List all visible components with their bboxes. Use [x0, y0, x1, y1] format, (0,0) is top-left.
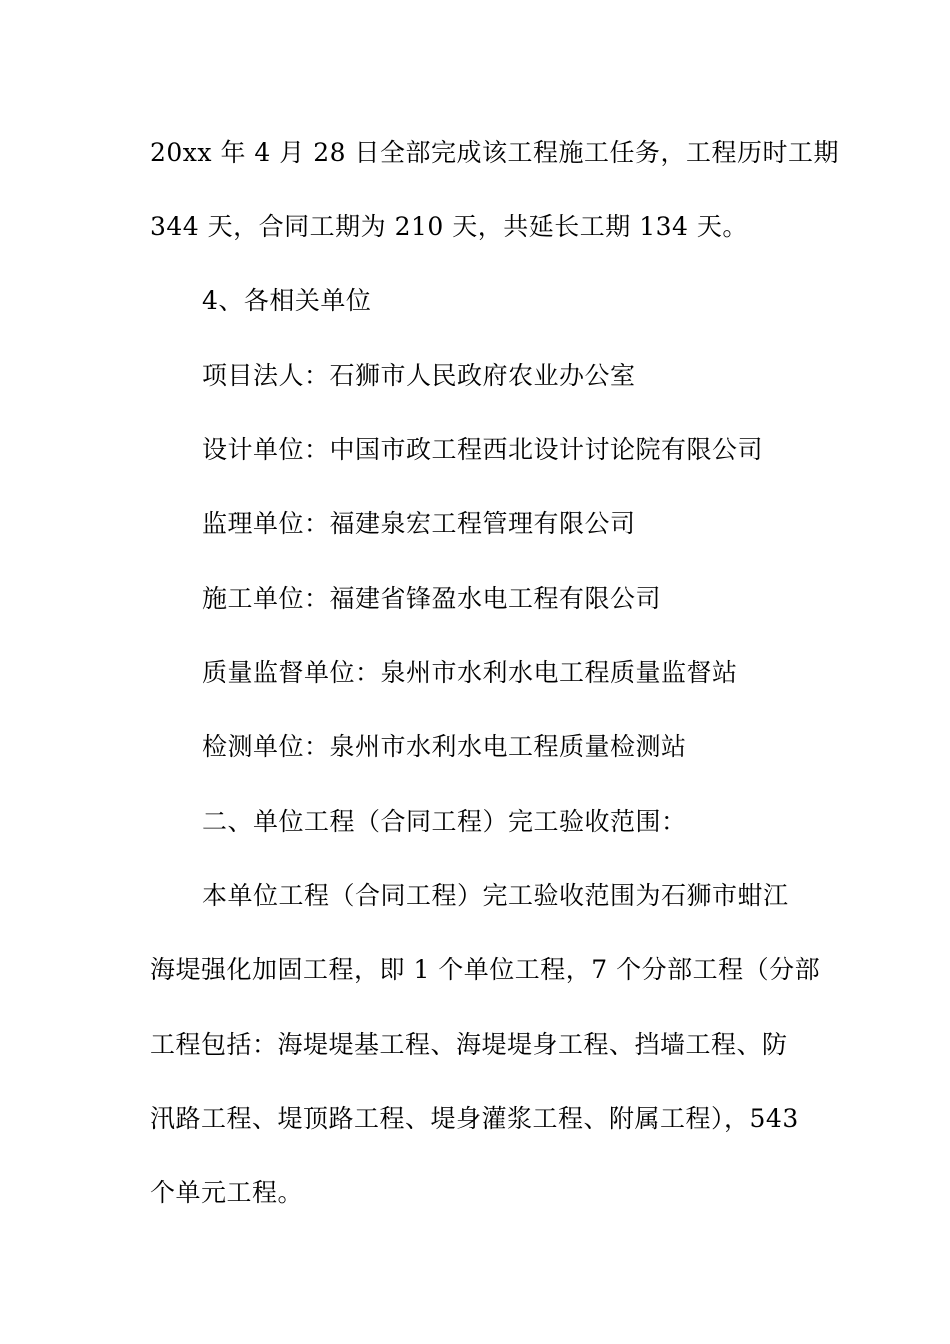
paragraph-line-1: 本单位工程（合同工程）完工验收范围为石狮市蚶江 [202, 881, 789, 910]
text-line-design-unit: 设计单位：中国市政工程西北设计讨论院有限公司 [202, 435, 764, 464]
text-line-construction-unit: 施工单位：福建省锋盈水电工程有限公司 [202, 584, 662, 613]
paragraph-line-4: 汛路工程、堤顶路工程、堤身灌浆工程、附属工程），543 [150, 1104, 799, 1133]
section-heading-related-units: 4、各相关单位 [202, 286, 372, 315]
text-line-project-owner: 项目法人：石狮市人民政府农业办公室 [202, 361, 636, 390]
paragraph-line-3: 工程包括：海堤堤基工程、海堤堤身工程、挡墙工程、防 [150, 1030, 788, 1059]
text-line-completion-date: 20xx 年 4 月 28 日全部完成该工程施工任务，工程历时工期 [150, 138, 839, 167]
text-line-quality-supervision-unit: 质量监督单位：泉州市水利水电工程质量监督站 [202, 658, 738, 687]
text-line-supervision-unit: 监理单位：福建泉宏工程管理有限公司 [202, 509, 636, 538]
paragraph-line-2: 海堤强化加固工程，即 1 个单位工程，7 个分部工程（分部 [150, 955, 821, 984]
paragraph-line-5: 个单元工程。 [150, 1178, 304, 1207]
section-heading-acceptance-scope: 二、单位工程（合同工程）完工验收范围： [202, 807, 687, 836]
text-line-duration: 344 天，合同工期为 210 天，共延长工期 134 天。 [150, 212, 748, 241]
text-line-testing-unit: 检测单位：泉州市水利水电工程质量检测站 [202, 732, 687, 761]
